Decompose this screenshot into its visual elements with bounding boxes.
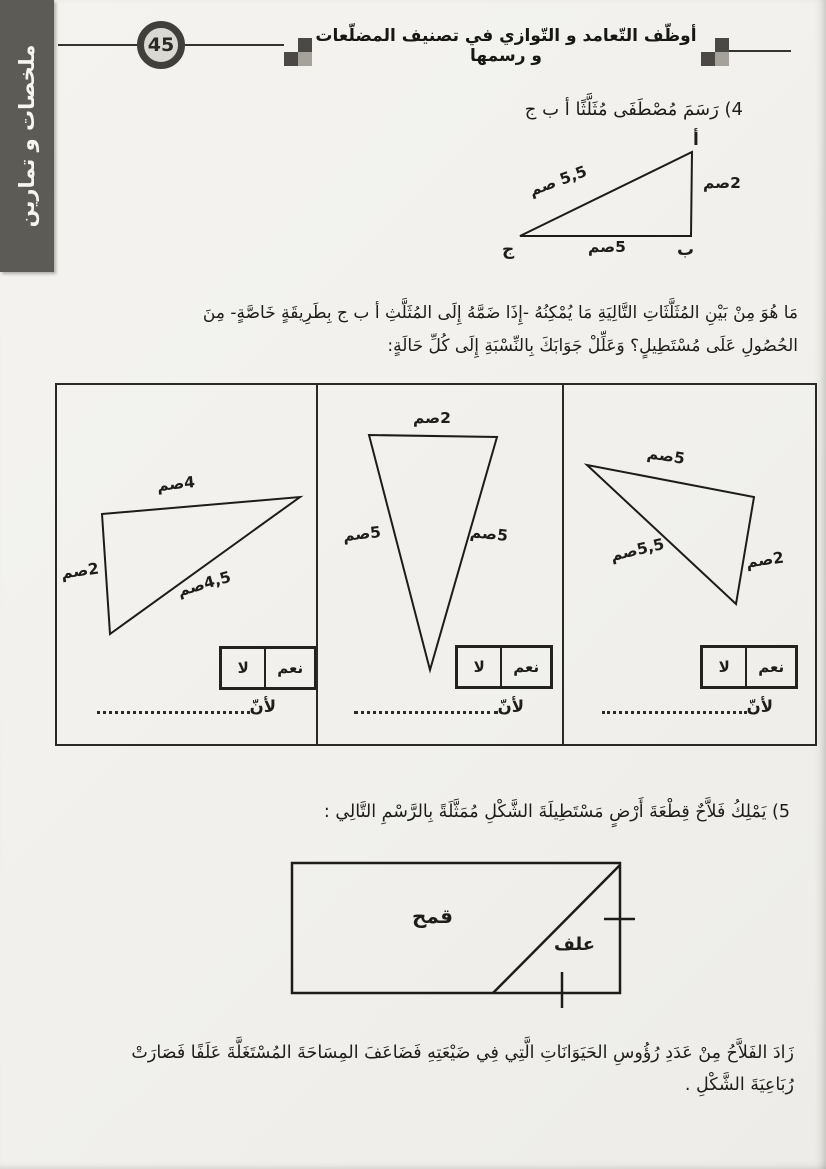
sidebar-label: ملخصات و تمارين	[15, 44, 39, 228]
page-number-badge	[137, 21, 185, 69]
case-right-yes-no-table	[700, 645, 798, 689]
yes-cell: نعم	[264, 649, 314, 687]
case-cell-middle	[316, 385, 564, 744]
because-label: لأنّ	[746, 697, 773, 716]
wheat-area-label: قمح	[412, 904, 453, 928]
answer-dotted-line	[602, 711, 747, 714]
q4-triangle-figure	[450, 130, 780, 280]
because-label: لأنّ	[249, 697, 276, 716]
case-left-side-diagonal-label: 4,5صم	[175, 567, 234, 601]
page-number: 45	[147, 34, 175, 56]
answer-dotted-line	[97, 711, 250, 714]
header-rule-left	[58, 44, 138, 46]
q5-land-figure	[282, 850, 652, 1025]
case-right-side-right-label: 2صم	[744, 548, 786, 572]
q4-side-right-label: 2صم	[703, 174, 741, 192]
q4-side-bottom-label: 5صم	[588, 238, 626, 256]
case-left-because-row	[95, 695, 276, 719]
case-cell-right	[564, 385, 815, 744]
q5-land-drawing	[282, 850, 652, 1025]
q4-triangle-drawing	[450, 130, 780, 280]
checker-square-gray	[298, 52, 312, 66]
case-middle-yes-no-table	[455, 645, 553, 689]
q5-prompt: 5) يَمْلِكُ فَلاَّحٌ قِطْعَةَ أَرْضٍ مَسْتَطِيلَةَ الشَّكْلِ مُمَثَّلَةً بِالرَّسْمِ التَّالِي :	[323, 802, 790, 822]
checker-ornament-icon	[701, 38, 729, 66]
case-left-yes-no-table	[219, 646, 316, 690]
no-cell: لا	[473, 658, 485, 676]
yes-cell: نعم	[500, 648, 550, 686]
case-right-side-top-label: 5صم	[645, 444, 687, 468]
checker-square-dark	[715, 38, 729, 52]
q4-side-hypotenuse-label: 5,5 صم	[526, 162, 590, 200]
header-rule-middle	[185, 44, 284, 46]
case-middle-side-top-label: 2صم	[413, 409, 451, 427]
q4-vertex-b: ب	[677, 240, 695, 260]
q4-vertex-c: ج	[502, 240, 515, 260]
no-cell: لا	[718, 658, 730, 676]
case-left-side-left-label: 2صم	[59, 559, 101, 583]
cases-box	[55, 383, 817, 746]
lesson-title: أوظّف التّعامد و التّوازي في تصنيف المضلّعات و رسمها	[315, 26, 697, 66]
fodder-area-label: علف	[554, 934, 596, 955]
question-line-1: مَا هُوَ مِنْ بَيْنِ المُثَلَّثَاتِ التَّالِيَةِ مَا يُمْكِنُهُ -إِذَا ضَمَّهُ إِلَى المُثَلَّثِ أ ب ج بِطَرِيقَةٍ خَاصَّةٍ- مِنَ	[202, 303, 798, 323]
answer-dotted-line	[354, 711, 498, 714]
question-line-2: الحُصُولِ عَلَى مُسْتَطِيلٍ؟ وَعَلِّلْ جَوَابَكَ بِالنِّسْبَةِ إِلَى كُلِّ حَالَةٍ:	[387, 336, 798, 356]
q4-vertex-a: أ	[693, 130, 699, 150]
header-rule-right	[729, 50, 791, 52]
case-middle-side-left-label: 5صم	[342, 523, 382, 545]
q4-prompt: 4) رَسَمَ مُصْطَفَى مُثَلَّثًا أ ب ج	[524, 99, 743, 120]
case-middle-because-row	[352, 695, 524, 719]
case-cell-left	[57, 385, 316, 744]
checker-square-dark	[298, 38, 312, 52]
case-right-because-row	[600, 695, 773, 719]
footer-line-1: زَادَ الفَلاَّحُ مِنْ عَدَدِ رُؤُوسِ الحَيَوَانَاتِ الَّتِي فِي ضَيْعَتِهِ فَضَاعَفَ المِسَاحَةَ المُسْتَغَلَّةَ عَلَفًا فَصَارَتْ	[131, 1043, 794, 1063]
no-cell: لا	[237, 659, 249, 677]
because-label: لأنّ	[497, 697, 524, 716]
case-right-side-diagonal-label: 5,5صم	[608, 535, 666, 565]
checker-square-dark	[284, 52, 298, 66]
case-left-side-top-label: 4صم	[156, 473, 196, 495]
checker-square-dark	[701, 52, 715, 66]
sidebar-tab	[0, 0, 54, 272]
footer-line-2: رُبَاعِيَةَ الشَّكْلِ .	[684, 1075, 794, 1095]
case-middle-side-right-label: 5صم	[469, 523, 509, 545]
checker-ornament-icon	[284, 38, 312, 66]
checker-square-gray	[715, 52, 729, 66]
yes-cell: نعم	[745, 648, 795, 686]
